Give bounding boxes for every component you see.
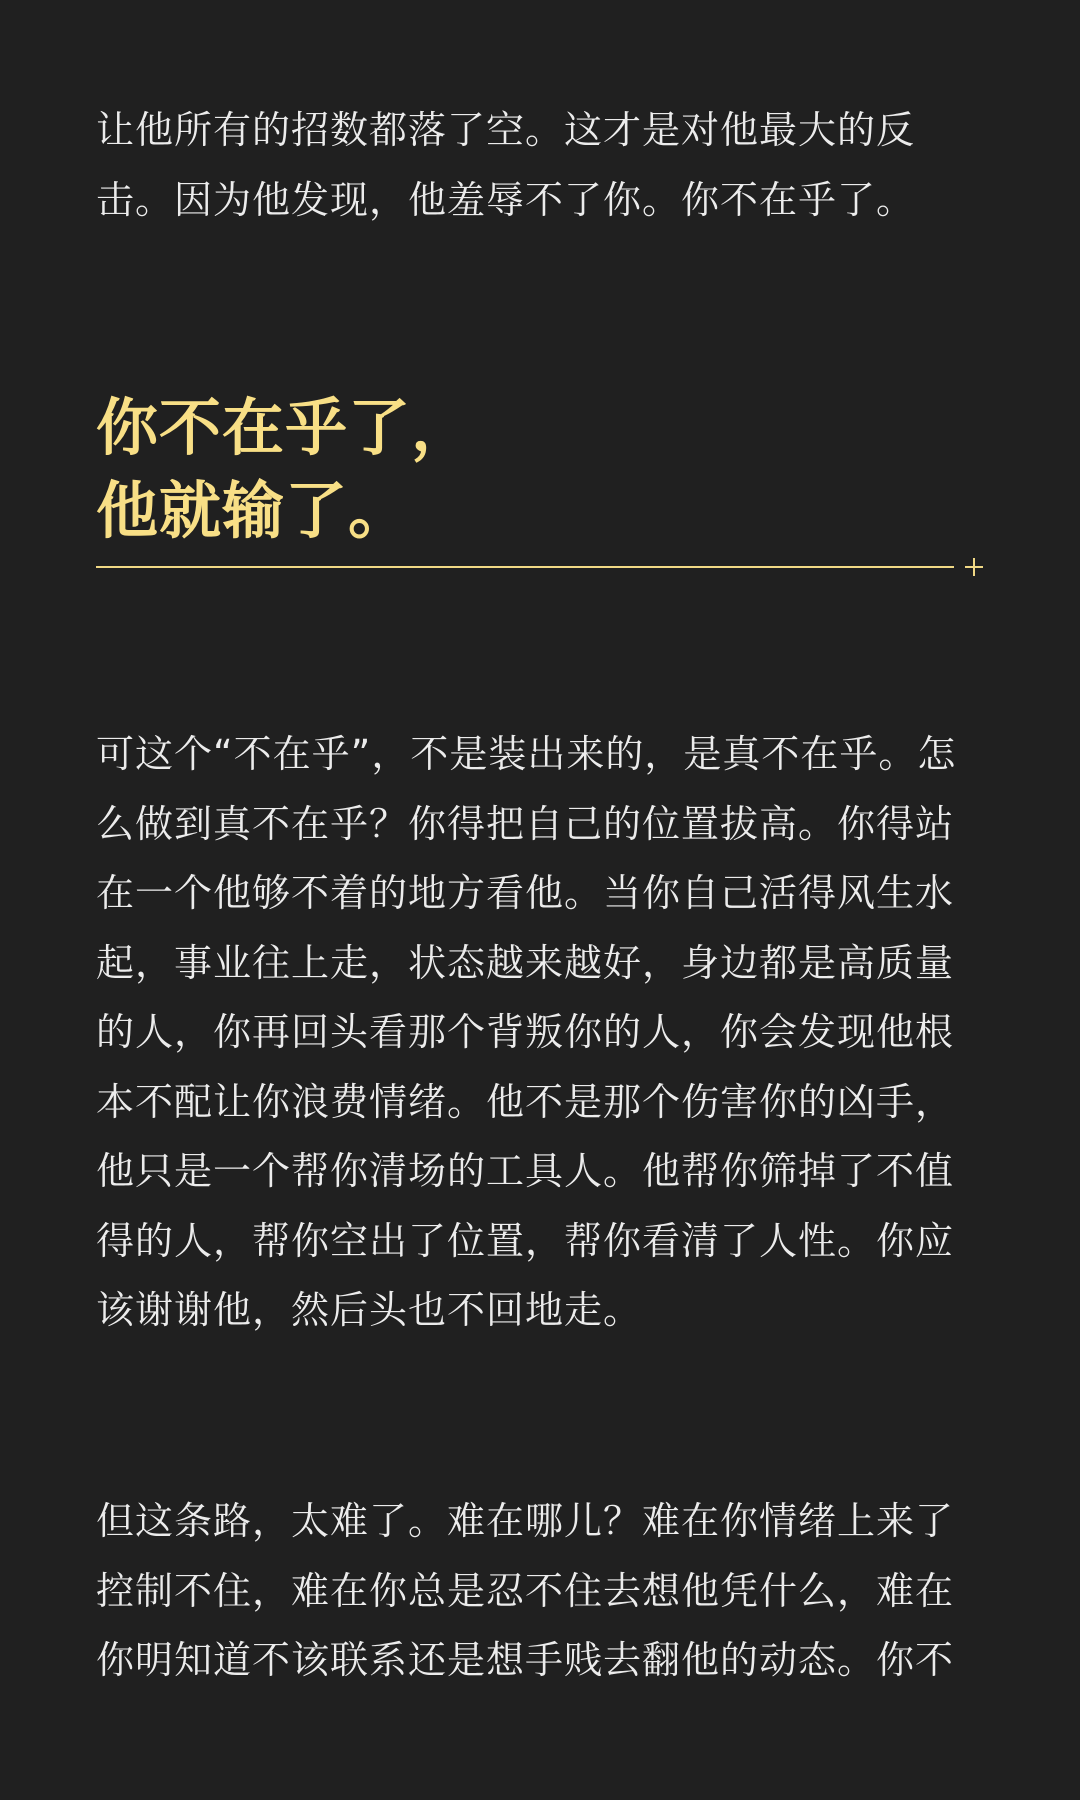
heading-divider: [96, 566, 954, 568]
section-heading: 你不在乎了， 他就输了。: [96, 391, 475, 547]
paragraph-bottom: 但这条路，太难了。难在哪儿？难在你情绪上来了控制不住，难在你总是忍不住去想他凭什么，难在你明知道不该联系还是想手贱去翻他的动态。你不: [96, 1499, 955, 1682]
plus-icon: [963, 556, 985, 578]
paragraph-top: 让他所有的招数都落了空。这才是对他最大的反击。因为他发现，他羞辱不了你。你不在乎了。: [96, 108, 916, 222]
paragraph-middle: 可这个“不在乎”，不是装出来的，是真不在乎。怎么做到真不在乎？你得把自己的位置拔高。你得站在一个他够不着的地方看他。当你自己活得风生水起，事业往上走，状态越来越好，身边都是高质量的人，你再回头看那个背叛你的人，你会发现他根本不配让你浪费情绪。他不是那个伤害你的凶手，他只是一个帮你清场的工具人。他帮你筛掉了不值得的人，帮你空出了位置，帮你看清了人性。你应该谢谢他，然后头也不回地走。: [96, 732, 957, 1332]
